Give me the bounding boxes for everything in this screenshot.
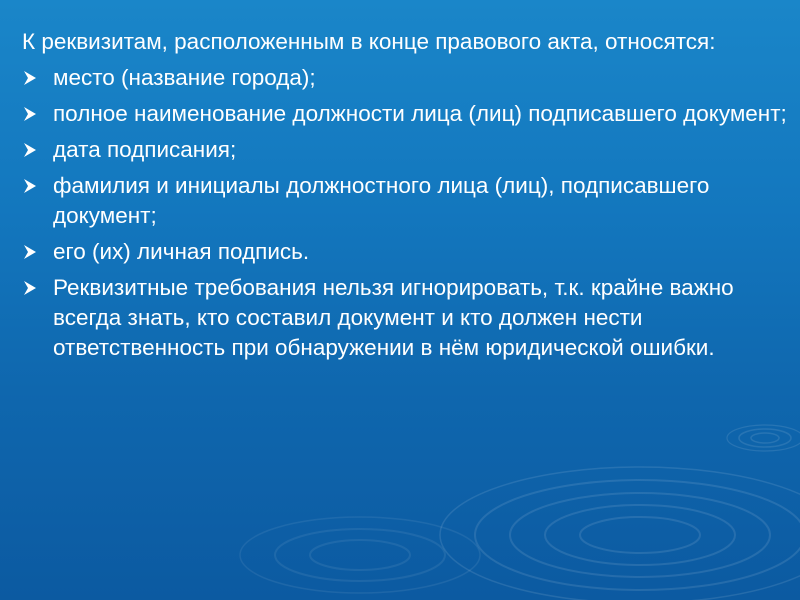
ripple-group-left [240, 517, 480, 593]
arrowhead-bullet-icon [24, 143, 36, 157]
arrowhead-bullet-icon [24, 245, 36, 259]
list-item [22, 273, 792, 363]
ripple-group-right [727, 425, 800, 451]
list-item-text: полное наименование должности лица (лиц) подписавшего документ; [53, 101, 787, 126]
list-item-text: место (название города); [53, 65, 316, 90]
list-item [22, 171, 792, 231]
slide-content [22, 27, 792, 369]
list-item-text: его (их) личная подпись. [53, 239, 310, 264]
arrowhead-bullet-icon [24, 71, 36, 85]
list-item-text: фамилия и инициалы должностного лица (лиц), подписавшего документ; [53, 173, 710, 228]
list-item [22, 99, 792, 129]
arrowhead-bullet-icon [24, 179, 36, 193]
requisites-list [22, 63, 792, 363]
arrowhead-bullet-icon [24, 107, 36, 121]
list-item [22, 63, 792, 93]
list-item [22, 237, 792, 267]
list-item-text: Реквизитные требования нельзя игнорировать, т.к. крайне важно всегда знать, кто составил документ и кто должен нести ответственность при обнаружении в нём юридической ошибки. [53, 275, 734, 360]
list-item [22, 135, 792, 165]
arrowhead-bullet-icon [24, 281, 36, 295]
list-item-text: дата подписания; [53, 137, 237, 162]
ripple-group-large [440, 467, 800, 600]
intro-text: К реквизитам, расположенным в конце правового акта, относятся: [22, 29, 716, 54]
